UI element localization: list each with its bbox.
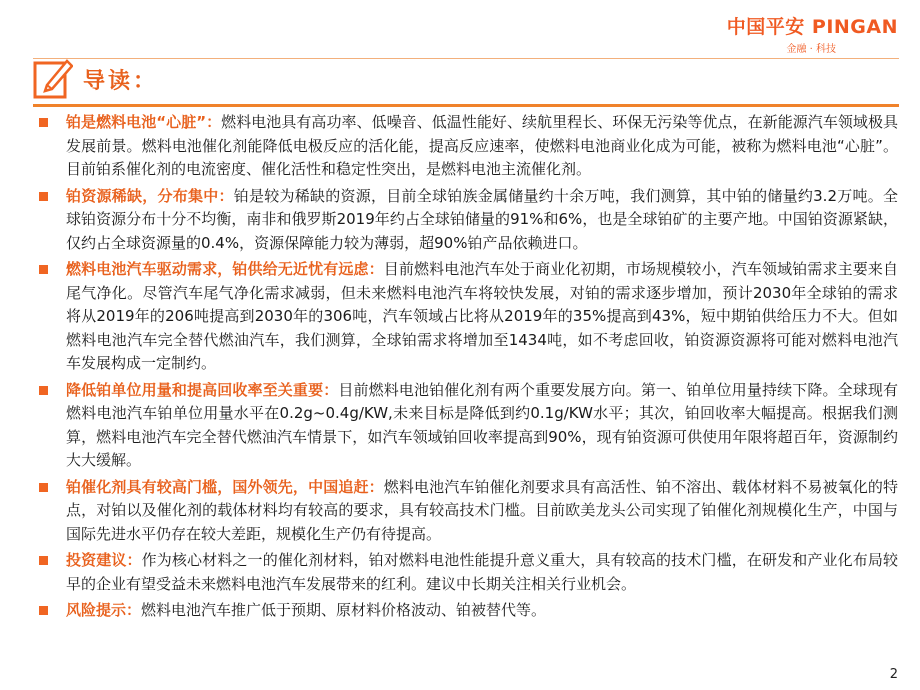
summary-item-text: 目前燃料电池汽车处于商业化初期，市场规模较小，汽车领域铂需求主要来自尾气净化。尽管汽车尾气净化需求减弱，但未来燃料电池汽车将较快发展，对铂的需求逐步增加，预计2030年全球铂的需求将从2019年的206吨提高到2030年的306吨，汽车领域占比将从2019年的35%提高到43%，短中期铂供给压力不大。但如燃料电池汽车完全替代燃油汽车，我们测算，全球铂需求将增加至1434吨，如不考虑回收，铂资源资源将可能对燃料电池汽车发展构成一定制约。	[66, 260, 898, 372]
summary-item-heading: 投资建议：	[66, 551, 142, 569]
summary-item-heading: 铂是燃料电池“心脏”：	[66, 113, 222, 131]
summary-item-text: 燃料电池汽车推广低于预期、原材料价格波动、铂被替代等。	[141, 601, 547, 619]
summary-item	[36, 258, 898, 376]
pen-icon	[33, 55, 73, 103]
square-bullet-icon	[39, 606, 48, 615]
square-bullet-icon	[39, 386, 48, 395]
summary-item-text: 作为核心材料之一的催化剂材料，铂对燃料电池性能提升意义重大，具有较高的技术门槛，在研发和产业化布局较早的企业有望受益未来燃料电池汽车发展带来的红利。建议中长期关注相关行业机会。	[66, 551, 898, 593]
summary-item-heading: 铂资源稀缺，分布集中：	[66, 186, 234, 205]
page-number: 2	[889, 667, 898, 682]
summary-item-text: 燃料电池具有高功率、低噪音、低温性能好、续航里程长、环保无污染等优点，在新能源汽车领域极具发展前景。燃料电池催化剂能降低电极反应的活化能，提高反应速率，使燃料电池商业化成为可能，被称为燃料电池“心脏”。目前铂系催化剂的电流密度、催化活性和稳定性突出，是燃料电池主流催化剂。	[66, 113, 898, 178]
title-divider	[33, 104, 899, 107]
square-bullet-icon	[39, 192, 48, 201]
summary-item	[36, 549, 898, 596]
top-divider	[33, 58, 899, 59]
summary-item-text: 铂是较为稀缺的资源，目前全球铂族金属储量约十余万吨，我们测算，其中铂的储量约3.2万吨。全球铂资源分布十分不均衡，南非和俄罗斯2019年约占全球铂储量的91%和6%，也是全球铂矿的主要产地。中国铂资源紧缺，仅约占全球资源量的0.4%，资源保障能力较为薄弱，超90%铂产品依赖进口。	[66, 186, 898, 252]
summary-item	[36, 185, 898, 256]
summary-item-heading: 降低铂单位用量和提高回收率至关重要：	[66, 380, 339, 399]
summary-item	[36, 476, 898, 547]
summary-item-heading: 燃料电池汽车驱动需求，铂供给无近忧有远虑：	[66, 260, 384, 278]
logo-main-text: 中国平安 PINGAN	[726, 16, 898, 38]
logo-sub-text: 金融 · 科技	[786, 44, 836, 55]
summary-item	[36, 379, 898, 473]
summary-item-heading: 铂催化剂具有较高门槛，国外领先，中国追赶：	[66, 477, 384, 496]
pingan-logo	[698, 12, 898, 55]
square-bullet-icon	[39, 118, 48, 127]
section-title: 导读：	[83, 69, 159, 94]
summary-item-text: 燃料电池汽车铂催化剂要求具有高活性、铂不溶出、载体材料不易被氧化的特点，对铂以及催化剂的载体材料均有较高的要求，具有较高技术门槛。目前欧美龙头公司实现了铂催化剂规模化生产，中国与国际先进水平仍存在较大差距，规模化生产仍有待提高。	[66, 477, 898, 543]
summary-item-text: 目前燃料电池铂催化剂有两个重要发展方向。第一、铂单位用量持续下降。全球现有燃料电池汽车铂单位用量水平在0.2g~0.4g/KW,未来目标是降低到约0.1g/KW水平；其次，铂回收率大幅提高。根据我们测算，燃料电池汽车完全替代燃油汽车情景下，如汽车领域铂回收率提高到90%，现有铂资源可供使用年限将超百年，资源制约大大缓解。	[66, 380, 898, 469]
summary-item	[36, 599, 898, 623]
summary-item-heading: 风险提示：	[66, 601, 142, 619]
summary-content	[36, 108, 898, 623]
square-bullet-icon	[39, 265, 48, 274]
square-bullet-icon	[39, 483, 48, 492]
summary-item	[36, 111, 898, 182]
square-bullet-icon	[39, 556, 48, 565]
